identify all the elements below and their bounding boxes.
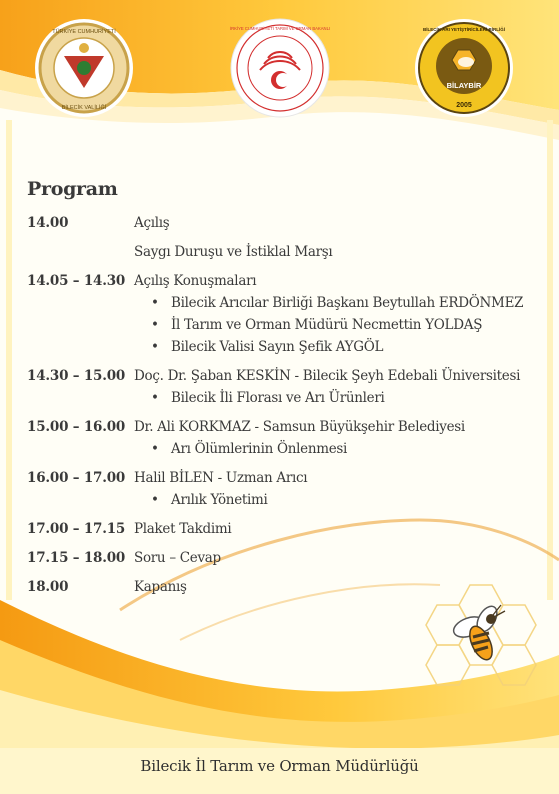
schedule-item <box>27 416 547 460</box>
schedule-description: Saygı Duruşu ve İstiklal Marşı <box>134 244 333 260</box>
schedule-row <box>27 212 547 234</box>
bullet-item: • Bilecik İli Florası ve Arı Ürünleri <box>27 387 547 409</box>
schedule-item <box>27 547 547 569</box>
schedule-bullets <box>27 489 547 511</box>
bilaybir-logo <box>414 18 514 118</box>
schedule-description: Plaket Takdimi <box>134 521 232 537</box>
program-title: Program <box>27 178 118 200</box>
schedule-time: 14.30 – 15.00 <box>27 368 126 384</box>
schedule-row <box>27 365 547 387</box>
schedule-description: Açılış <box>134 215 170 231</box>
schedule-item <box>27 241 547 263</box>
svg-text:BİLECİK VALİLİĞİ: BİLECİK VALİLİĞİ <box>61 105 107 111</box>
schedule-row <box>27 270 547 292</box>
schedule-item <box>27 467 547 511</box>
schedule-item <box>27 270 547 358</box>
schedule-time: 16.00 – 17.00 <box>27 470 126 486</box>
schedule-bullets <box>27 292 547 358</box>
schedule-row <box>27 467 547 489</box>
schedule-item <box>27 576 547 598</box>
tarim-orman-bakanligi-logo <box>230 18 330 118</box>
svg-text:TÜRKİYE CUMHURİYETİ TARIM VE O: TÜRKİYE CUMHURİYETİ TARIM VE ORMAN BAKANLIĞI <box>230 26 330 31</box>
schedule-time: 18.00 <box>27 579 69 595</box>
program-schedule <box>27 212 547 605</box>
schedule-time: 14.00 <box>27 215 69 231</box>
bullet-item: • İl Tarım ve Orman Müdürü Necmettin YOLDAŞ <box>27 314 547 336</box>
schedule-time: 15.00 – 16.00 <box>27 419 126 435</box>
schedule-time: 17.15 – 18.00 <box>27 550 126 566</box>
svg-text:BİLECİK ARI YETİŞTİRİCİLERİ Bİ: BİLECİK ARI YETİŞTİRİCİLERİ BİRLİĞİ <box>422 27 506 32</box>
schedule-item <box>27 365 547 409</box>
svg-text:2005: 2005 <box>456 102 472 109</box>
schedule-row <box>27 547 547 569</box>
schedule-row <box>27 576 547 598</box>
bullet-item: • Arı Ölümlerinin Önlenmesi <box>27 438 547 460</box>
schedule-time: 17.00 – 17.15 <box>27 521 126 537</box>
schedule-time: 14.05 – 14.30 <box>27 273 126 289</box>
schedule-description: Doç. Dr. Şaban KESKİN - Bilecik Şeyh Edebali Üniversitesi <box>134 368 521 384</box>
schedule-description: Açılış Konuşmaları <box>134 273 257 289</box>
schedule-bullets <box>27 438 547 460</box>
bullet-item: • Bilecik Valisi Sayın Şefik AYGÖL <box>27 336 547 358</box>
schedule-description: Dr. Ali KORKMAZ - Samsun Büyükşehir Belediyesi <box>134 419 465 435</box>
schedule-time <box>27 241 134 263</box>
svg-text:TÜRKİYE CUMHURİYETİ: TÜRKİYE CUMHURİYETİ <box>52 29 116 35</box>
schedule-bullets <box>27 387 547 409</box>
svg-text:BİLAYBİR: BİLAYBİR <box>446 81 482 90</box>
schedule-description: Soru – Cevap <box>134 550 221 566</box>
bilecik-valiligi-logo <box>34 18 134 118</box>
schedule-description: Halil BİLEN - Uzman Arıcı <box>134 470 308 486</box>
schedule-row <box>27 241 547 263</box>
schedule-description: Kapanış <box>134 579 187 595</box>
schedule-item <box>27 212 547 234</box>
bee-icon <box>447 597 517 669</box>
schedule-row <box>27 518 547 540</box>
footer-organization: Bilecik İl Tarım ve Orman Müdürlüğü <box>140 757 419 775</box>
bullet-item: • Arılık Yönetimi <box>27 489 547 511</box>
schedule-item <box>27 518 547 540</box>
schedule-row <box>27 416 547 438</box>
bullet-item: • Bilecik Arıcılar Birliği Başkanı Beytullah ERDÖNMEZ <box>27 292 547 314</box>
